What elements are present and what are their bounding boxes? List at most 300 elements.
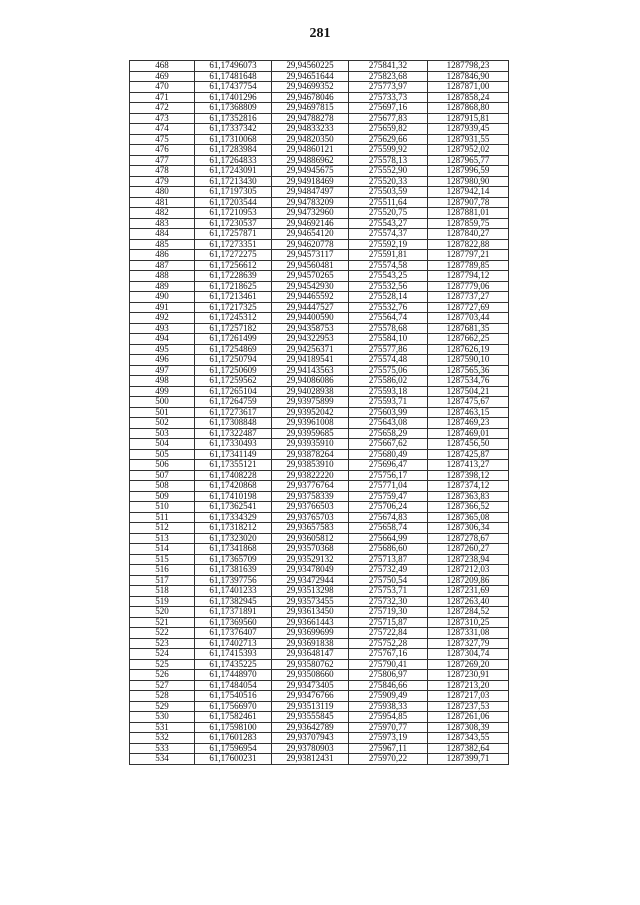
y-coordinate-cell: 1287822,88 [428,239,509,250]
point-number-cell: 477 [130,155,195,166]
latitude-cell: 61,17217325 [195,302,272,313]
latitude-cell: 61,17337342 [195,124,272,135]
x-coordinate-cell: 275752,28 [349,638,428,649]
x-coordinate-cell: 275591,81 [349,250,428,261]
y-coordinate-cell: 1287209,86 [428,575,509,586]
point-number-cell: 486 [130,250,195,261]
y-coordinate-cell: 1287374,12 [428,481,509,492]
latitude-cell: 61,17273617 [195,407,272,418]
y-coordinate-cell: 1287456,50 [428,439,509,450]
table-row [130,722,509,733]
longitude-cell: 29,93555845 [272,712,349,723]
table-row [130,103,509,114]
longitude-cell: 29,93657583 [272,523,349,534]
longitude-cell: 29,93529132 [272,554,349,565]
x-coordinate-cell: 275697,16 [349,103,428,114]
point-number-cell: 526 [130,670,195,681]
latitude-cell: 61,17218625 [195,281,272,292]
longitude-cell: 29,93508660 [272,670,349,681]
longitude-cell: 29,93642789 [272,722,349,733]
longitude-cell: 29,93776764 [272,481,349,492]
latitude-cell: 61,17228639 [195,271,272,282]
longitude-cell: 29,94918469 [272,176,349,187]
x-coordinate-cell: 275574,58 [349,260,428,271]
longitude-cell: 29,93766503 [272,502,349,513]
longitude-cell: 29,94400590 [272,313,349,324]
table-row [130,617,509,628]
x-coordinate-cell: 275584,10 [349,334,428,345]
longitude-cell: 29,93765703 [272,512,349,523]
point-number-cell: 528 [130,691,195,702]
point-number-cell: 468 [130,61,195,72]
point-number-cell: 488 [130,271,195,282]
longitude-cell: 29,93812431 [272,754,349,765]
latitude-cell: 61,17213430 [195,176,272,187]
table-row [130,61,509,72]
x-coordinate-cell: 275841,32 [349,61,428,72]
point-number-cell: 474 [130,124,195,135]
y-coordinate-cell: 1287398,12 [428,470,509,481]
longitude-cell: 29,93648147 [272,649,349,660]
point-number-cell: 505 [130,449,195,460]
coordinates-table-body [130,61,509,765]
x-coordinate-cell: 275643,08 [349,418,428,429]
longitude-cell: 29,93473405 [272,680,349,691]
x-coordinate-cell: 275759,47 [349,491,428,502]
y-coordinate-cell: 1287469,01 [428,428,509,439]
point-number-cell: 483 [130,218,195,229]
longitude-cell: 29,94820350 [272,134,349,145]
x-coordinate-cell: 275677,83 [349,113,428,124]
table-row [130,134,509,145]
latitude-cell: 61,17376407 [195,628,272,639]
x-coordinate-cell: 275658,29 [349,428,428,439]
latitude-cell: 61,17352816 [195,113,272,124]
longitude-cell: 29,94358753 [272,323,349,334]
y-coordinate-cell: 1287737,27 [428,292,509,303]
y-coordinate-cell: 1287399,71 [428,754,509,765]
y-coordinate-cell: 1287859,75 [428,218,509,229]
table-row [130,460,509,471]
latitude-cell: 61,17362541 [195,502,272,513]
table-row [130,187,509,198]
latitude-cell: 61,17415393 [195,649,272,660]
table-row [130,92,509,103]
point-number-cell: 530 [130,712,195,723]
latitude-cell: 61,17397756 [195,575,272,586]
y-coordinate-cell: 1287343,55 [428,733,509,744]
point-number-cell: 522 [130,628,195,639]
y-coordinate-cell: 1287475,67 [428,397,509,408]
point-number-cell: 481 [130,197,195,208]
y-coordinate-cell: 1287413,27 [428,460,509,471]
longitude-cell: 29,94560225 [272,61,349,72]
point-number-cell: 524 [130,649,195,660]
latitude-cell: 61,17308848 [195,418,272,429]
point-number-cell: 493 [130,323,195,334]
y-coordinate-cell: 1287237,53 [428,701,509,712]
point-number-cell: 484 [130,229,195,240]
longitude-cell: 29,93605812 [272,533,349,544]
longitude-cell: 29,94692146 [272,218,349,229]
x-coordinate-cell: 275552,90 [349,166,428,177]
x-coordinate-cell: 275973,19 [349,733,428,744]
latitude-cell: 61,17437754 [195,82,272,93]
longitude-cell: 29,93707943 [272,733,349,744]
longitude-cell: 29,94028938 [272,386,349,397]
point-number-cell: 501 [130,407,195,418]
point-number-cell: 534 [130,754,195,765]
point-number-cell: 491 [130,302,195,313]
table-row [130,166,509,177]
longitude-cell: 29,93513119 [272,701,349,712]
table-row [130,523,509,534]
latitude-cell: 61,17401296 [195,92,272,103]
latitude-cell: 61,17598100 [195,722,272,733]
point-number-cell: 518 [130,586,195,597]
x-coordinate-cell: 275593,71 [349,397,428,408]
y-coordinate-cell: 1287278,67 [428,533,509,544]
longitude-cell: 29,93570368 [272,544,349,555]
table-row [130,334,509,345]
table-row [130,386,509,397]
x-coordinate-cell: 275846,66 [349,680,428,691]
table-row [130,575,509,586]
table-row [130,260,509,271]
x-coordinate-cell: 275667,62 [349,439,428,450]
y-coordinate-cell: 1287534,76 [428,376,509,387]
y-coordinate-cell: 1287425,87 [428,449,509,460]
y-coordinate-cell: 1287310,25 [428,617,509,628]
x-coordinate-cell: 275715,87 [349,617,428,628]
table-row [130,659,509,670]
longitude-cell: 29,94783209 [272,197,349,208]
y-coordinate-cell: 1287881,01 [428,208,509,219]
latitude-cell: 61,17264833 [195,155,272,166]
table-row [130,596,509,607]
table-row [130,418,509,429]
point-number-cell: 494 [130,334,195,345]
y-coordinate-cell: 1287565,36 [428,365,509,376]
latitude-cell: 61,17310068 [195,134,272,145]
x-coordinate-cell: 275722,84 [349,628,428,639]
y-coordinate-cell: 1287662,25 [428,334,509,345]
latitude-cell: 61,17484054 [195,680,272,691]
longitude-cell: 29,94447527 [272,302,349,313]
x-coordinate-cell: 275686,60 [349,544,428,555]
y-coordinate-cell: 1287327,79 [428,638,509,649]
longitude-cell: 29,94560481 [272,260,349,271]
table-row [130,544,509,555]
latitude-cell: 61,17265104 [195,386,272,397]
table-row [130,628,509,639]
y-coordinate-cell: 1287797,21 [428,250,509,261]
x-coordinate-cell: 275823,68 [349,71,428,82]
y-coordinate-cell: 1287463,15 [428,407,509,418]
point-number-cell: 529 [130,701,195,712]
point-number-cell: 523 [130,638,195,649]
table-row [130,155,509,166]
y-coordinate-cell: 1287980,90 [428,176,509,187]
y-coordinate-cell: 1287590,10 [428,355,509,366]
longitude-cell: 29,94086086 [272,376,349,387]
latitude-cell: 61,17318212 [195,523,272,534]
x-coordinate-cell: 275528,14 [349,292,428,303]
y-coordinate-cell: 1287260,27 [428,544,509,555]
longitude-cell: 29,94189541 [272,355,349,366]
x-coordinate-cell: 275592,19 [349,239,428,250]
table-row [130,397,509,408]
table-row [130,733,509,744]
table-row [130,271,509,282]
table-row [130,533,509,544]
table-row [130,512,509,523]
latitude-cell: 61,17323020 [195,533,272,544]
point-number-cell: 500 [130,397,195,408]
point-number-cell: 503 [130,428,195,439]
point-number-cell: 495 [130,344,195,355]
table-row [130,82,509,93]
table-row [130,281,509,292]
table-row [130,491,509,502]
point-number-cell: 490 [130,292,195,303]
x-coordinate-cell: 275909,49 [349,691,428,702]
y-coordinate-cell: 1287681,35 [428,323,509,334]
y-coordinate-cell: 1287798,23 [428,61,509,72]
x-coordinate-cell: 275503,59 [349,187,428,198]
table-row [130,428,509,439]
table-row [130,691,509,702]
y-coordinate-cell: 1287238,94 [428,554,509,565]
x-coordinate-cell: 275771,04 [349,481,428,492]
table-row [130,701,509,712]
y-coordinate-cell: 1287308,39 [428,722,509,733]
point-number-cell: 515 [130,554,195,565]
latitude-cell: 61,17371891 [195,607,272,618]
latitude-cell: 61,17203544 [195,197,272,208]
table-row [130,302,509,313]
x-coordinate-cell: 275756,17 [349,470,428,481]
latitude-cell: 61,17272275 [195,250,272,261]
x-coordinate-cell: 275574,37 [349,229,428,240]
y-coordinate-cell: 1287231,69 [428,586,509,597]
x-coordinate-cell: 275578,13 [349,155,428,166]
point-number-cell: 469 [130,71,195,82]
x-coordinate-cell: 275532,56 [349,281,428,292]
x-coordinate-cell: 275767,16 [349,649,428,660]
longitude-cell: 29,94732960 [272,208,349,219]
latitude-cell: 61,17382945 [195,596,272,607]
point-number-cell: 498 [130,376,195,387]
table-row [130,565,509,576]
table-row [130,376,509,387]
table-row [130,229,509,240]
longitude-cell: 29,94833233 [272,124,349,135]
longitude-cell: 29,94620778 [272,239,349,250]
x-coordinate-cell: 275543,25 [349,271,428,282]
y-coordinate-cell: 1287382,64 [428,743,509,754]
y-coordinate-cell: 1287779,06 [428,281,509,292]
point-number-cell: 471 [130,92,195,103]
point-number-cell: 502 [130,418,195,429]
longitude-cell: 29,93822220 [272,470,349,481]
longitude-cell: 29,93780903 [272,743,349,754]
latitude-cell: 61,17273351 [195,239,272,250]
y-coordinate-cell: 1287942,14 [428,187,509,198]
longitude-cell: 29,93661443 [272,617,349,628]
table-row [130,344,509,355]
x-coordinate-cell: 275806,97 [349,670,428,681]
latitude-cell: 61,17601283 [195,733,272,744]
point-number-cell: 533 [130,743,195,754]
y-coordinate-cell: 1287871,00 [428,82,509,93]
latitude-cell: 61,17410198 [195,491,272,502]
x-coordinate-cell: 275564,74 [349,313,428,324]
table-row [130,743,509,754]
latitude-cell: 61,17334329 [195,512,272,523]
y-coordinate-cell: 1287230,91 [428,670,509,681]
y-coordinate-cell: 1287915,81 [428,113,509,124]
x-coordinate-cell: 275658,74 [349,523,428,534]
longitude-cell: 29,94322953 [272,334,349,345]
table-row [130,145,509,156]
latitude-cell: 61,17408228 [195,470,272,481]
point-number-cell: 532 [130,733,195,744]
latitude-cell: 61,17435225 [195,659,272,670]
coordinates-table [129,60,509,765]
point-number-cell: 516 [130,565,195,576]
latitude-cell: 61,17540516 [195,691,272,702]
y-coordinate-cell: 1287306,34 [428,523,509,534]
latitude-cell: 61,17257871 [195,229,272,240]
y-coordinate-cell: 1287858,24 [428,92,509,103]
table-row [130,439,509,450]
longitude-cell: 29,94945675 [272,166,349,177]
point-number-cell: 514 [130,544,195,555]
point-number-cell: 521 [130,617,195,628]
y-coordinate-cell: 1287703,44 [428,313,509,324]
longitude-cell: 29,93476766 [272,691,349,702]
latitude-cell: 61,17259562 [195,376,272,387]
point-number-cell: 473 [130,113,195,124]
y-coordinate-cell: 1287363,83 [428,491,509,502]
longitude-cell: 29,94573117 [272,250,349,261]
longitude-cell: 29,93478049 [272,565,349,576]
x-coordinate-cell: 275753,71 [349,586,428,597]
longitude-cell: 29,93853910 [272,460,349,471]
point-number-cell: 506 [130,460,195,471]
latitude-cell: 61,17355121 [195,460,272,471]
point-number-cell: 511 [130,512,195,523]
y-coordinate-cell: 1287365,08 [428,512,509,523]
y-coordinate-cell: 1287931,55 [428,134,509,145]
x-coordinate-cell: 275520,75 [349,208,428,219]
y-coordinate-cell: 1287331,08 [428,628,509,639]
latitude-cell: 61,17256612 [195,260,272,271]
longitude-cell: 29,93758339 [272,491,349,502]
latitude-cell: 61,17341149 [195,449,272,460]
table-row [130,649,509,660]
y-coordinate-cell: 1287213,20 [428,680,509,691]
point-number-cell: 504 [130,439,195,450]
longitude-cell: 29,93573455 [272,596,349,607]
longitude-cell: 29,94570265 [272,271,349,282]
table-row [130,365,509,376]
latitude-cell: 61,17365709 [195,554,272,565]
x-coordinate-cell: 275629,66 [349,134,428,145]
x-coordinate-cell: 275577,86 [349,344,428,355]
y-coordinate-cell: 1287965,77 [428,155,509,166]
point-number-cell: 475 [130,134,195,145]
x-coordinate-cell: 275603,99 [349,407,428,418]
x-coordinate-cell: 275733,73 [349,92,428,103]
latitude-cell: 61,17566970 [195,701,272,712]
longitude-cell: 29,93613450 [272,607,349,618]
y-coordinate-cell: 1287952,02 [428,145,509,156]
latitude-cell: 61,17401233 [195,586,272,597]
point-number-cell: 520 [130,607,195,618]
latitude-cell: 61,17600231 [195,754,272,765]
y-coordinate-cell: 1287789,85 [428,260,509,271]
point-number-cell: 531 [130,722,195,733]
longitude-cell: 29,94465592 [272,292,349,303]
longitude-cell: 29,93935910 [272,439,349,450]
point-number-cell: 492 [130,313,195,324]
x-coordinate-cell: 275680,49 [349,449,428,460]
longitude-cell: 29,94143563 [272,365,349,376]
coordinates-table-container [129,60,508,765]
x-coordinate-cell: 275578,68 [349,323,428,334]
point-number-cell: 487 [130,260,195,271]
x-coordinate-cell: 275732,49 [349,565,428,576]
latitude-cell: 61,17257182 [195,323,272,334]
x-coordinate-cell: 275732,30 [349,596,428,607]
longitude-cell: 29,93952042 [272,407,349,418]
point-number-cell: 470 [130,82,195,93]
point-number-cell: 507 [130,470,195,481]
longitude-cell: 29,94651644 [272,71,349,82]
latitude-cell: 61,17243091 [195,166,272,177]
point-number-cell: 476 [130,145,195,156]
point-number-cell: 497 [130,365,195,376]
latitude-cell: 61,17596954 [195,743,272,754]
x-coordinate-cell: 275674,83 [349,512,428,523]
longitude-cell: 29,94699352 [272,82,349,93]
latitude-cell: 61,17197305 [195,187,272,198]
x-coordinate-cell: 275719,30 [349,607,428,618]
x-coordinate-cell: 275586,02 [349,376,428,387]
latitude-cell: 61,17283984 [195,145,272,156]
latitude-cell: 61,17481648 [195,71,272,82]
table-row [130,586,509,597]
point-number-cell: 489 [130,281,195,292]
y-coordinate-cell: 1287269,20 [428,659,509,670]
table-row [130,670,509,681]
latitude-cell: 61,17341868 [195,544,272,555]
longitude-cell: 29,93959685 [272,428,349,439]
latitude-cell: 61,17420868 [195,481,272,492]
y-coordinate-cell: 1287217,03 [428,691,509,702]
x-coordinate-cell: 275575,06 [349,365,428,376]
longitude-cell: 29,94654120 [272,229,349,240]
table-row [130,607,509,618]
point-number-cell: 509 [130,491,195,502]
x-coordinate-cell: 275511,64 [349,197,428,208]
table-row [130,218,509,229]
table-row [130,292,509,303]
x-coordinate-cell: 275574,48 [349,355,428,366]
latitude-cell: 61,17448970 [195,670,272,681]
